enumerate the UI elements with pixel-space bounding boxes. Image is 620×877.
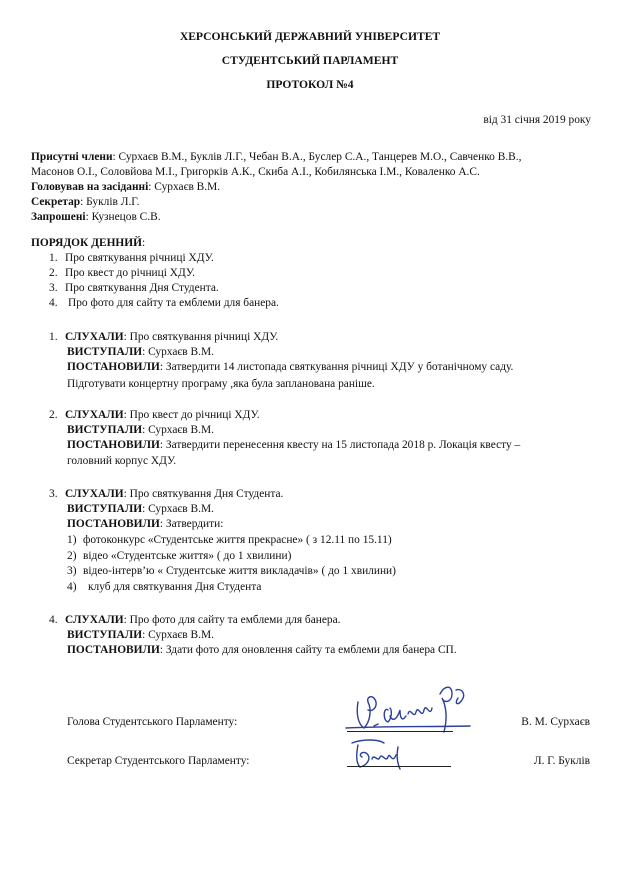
section-resolved <box>67 438 520 454</box>
heard-label: СЛУХАЛИ <box>65 409 124 421</box>
section-spoke <box>67 502 214 518</box>
head-title: Голова Студентського Парламенту: <box>67 716 238 728</box>
section-number: 4. <box>49 614 58 626</box>
agenda-item-number: 4. <box>49 297 58 309</box>
secretary-name: Л. Г. Буклів <box>533 755 590 767</box>
chair-line <box>31 180 220 196</box>
section-spoke <box>67 628 214 644</box>
university-title: ХЕРСОНСЬКИЙ ДЕРЖАВНИЙ УНІВЕРСИТЕТ <box>179 30 441 43</box>
agenda-item-number: 2. <box>49 267 58 279</box>
present-list-line2: Масонов О.І., Соловйова М.І., Григорків А.К., Скиба А.І., Кобилянська І.М., Коваленко А.С. <box>31 166 480 178</box>
secretary-signature-line <box>347 766 451 767</box>
agenda-title: ПОРЯДОК ДЕННИЙ <box>31 237 143 249</box>
spoke-text: : Сурхаєв В.М. <box>142 424 214 436</box>
spoke-text: : Сурхаєв В.М. <box>142 629 214 641</box>
agenda-item <box>49 266 195 282</box>
list-item <box>67 564 396 580</box>
section-number: 1. <box>49 331 58 343</box>
protocol-date: від 31 січня 2019 року <box>483 114 591 126</box>
agenda-item-number: 3. <box>49 282 58 294</box>
heard-label: СЛУХАЛИ <box>65 614 124 626</box>
subitem-number: 2) <box>67 550 77 562</box>
subitem-text: відео-інтерв’ю « Студентське життя викладачів» ( до 1 хвилини) <box>83 565 396 577</box>
agenda-item-number: 1. <box>49 252 58 264</box>
present-list-line1: : Сурхаєв В.М., Буклів Л.Г., Чебан В.А., Буслер С.А., Танцерев М.О., Савченко В.В., <box>112 151 522 163</box>
resolved-text: : Затвердити 14 листопада святкування річниці ХДУ у ботанічному саду. <box>159 361 514 373</box>
resolved-continuation: Підготувати концертну програму ,яка була запланована раніше. <box>67 378 375 390</box>
present-members <box>31 150 521 166</box>
heard-text: : Про святкування річниці ХДУ. <box>123 331 279 343</box>
resolved-text: : Здати фото для оновлення сайту та емблеми для банера СП. <box>159 644 457 656</box>
agenda-item-text: Про фото для сайту та емблеми для банера. <box>68 297 279 309</box>
section-resolved <box>67 360 513 376</box>
section-spoke <box>67 345 214 361</box>
chair-label: Головував на засіданні <box>31 181 149 193</box>
resolved-label: ПОСТАНОВИЛИ <box>67 518 160 530</box>
subitem-text: відео «Студентське життя» ( до 1 хвилини) <box>83 550 292 562</box>
subitem-number: 4) <box>67 581 77 593</box>
resolved-label: ПОСТАНОВИЛИ <box>67 644 160 656</box>
list-item <box>67 549 291 565</box>
invited-line <box>31 210 161 226</box>
section-heard <box>49 408 260 424</box>
subitem-text: фотоконкурс «Студентське життя прекрасне» ( з 12.11 по 15.11) <box>83 534 392 546</box>
heard-text: : Про святкування Дня Студента. <box>123 488 284 500</box>
resolved-text: : Затвердити: <box>159 518 224 530</box>
resolved-label: ПОСТАНОВИЛИ <box>67 439 160 451</box>
heard-label: СЛУХАЛИ <box>65 488 124 500</box>
section-heard <box>49 613 341 629</box>
spoke-label: ВИСТУПАЛИ <box>67 346 143 358</box>
agenda-colon: : <box>142 237 146 249</box>
heard-label: СЛУХАЛИ <box>65 331 124 343</box>
agenda-heading <box>31 236 145 252</box>
list-item <box>67 533 392 549</box>
heard-text: : Про фото для сайту та емблеми для банера. <box>123 614 341 626</box>
section-heard <box>49 330 278 346</box>
protocol-title: ПРОТОКОЛ №4 <box>266 78 354 91</box>
subitem-text: клуб для святкування Дня Студента <box>88 581 262 593</box>
section-spoke <box>67 423 214 439</box>
spoke-label: ВИСТУПАЛИ <box>67 424 143 436</box>
secretary-line <box>31 195 139 211</box>
subitem-number: 1) <box>67 534 77 546</box>
spoke-label: ВИСТУПАЛИ <box>67 629 143 641</box>
heard-text: : Про квест до річниці ХДУ. <box>123 409 260 421</box>
chair-value: : Сурхаєв В.М. <box>148 181 221 193</box>
secretary-title: Секретар Студентського Парламенту: <box>67 755 250 767</box>
parliament-title: СТУДЕНТСЬКИЙ ПАРЛАМЕНТ <box>221 54 399 67</box>
section-resolved <box>67 517 223 533</box>
agenda-item <box>49 296 279 312</box>
spoke-text: : Сурхаєв В.М. <box>142 346 214 358</box>
head-signature-line <box>347 731 453 732</box>
agenda-item <box>49 251 214 267</box>
subitem-number: 3) <box>67 565 77 577</box>
agenda-item-text: Про святкування Дня Студента. <box>65 282 219 294</box>
spoke-text: : Сурхаєв В.М. <box>142 503 214 515</box>
section-heard <box>49 487 283 503</box>
agenda-item <box>49 281 219 297</box>
resolved-label: ПОСТАНОВИЛИ <box>67 361 160 373</box>
section-number: 3. <box>49 488 58 500</box>
section-resolved <box>67 643 457 659</box>
invited-value: : Кузнецов С.В. <box>85 211 161 223</box>
section-number: 2. <box>49 409 58 421</box>
secretary-label: Секретар <box>31 196 81 208</box>
invited-label: Запрошені <box>31 211 86 223</box>
agenda-item-text: Про квест до річниці ХДУ. <box>65 267 195 279</box>
secretary-signature <box>344 735 434 775</box>
head-name: В. М. Сурхаєв <box>521 716 590 728</box>
secretary-value: : Буклів Л.Г. <box>80 196 140 208</box>
head-signature <box>344 680 474 735</box>
agenda-item-text: Про святкування річниці ХДУ. <box>65 252 214 264</box>
list-item <box>67 580 261 596</box>
spoke-label: ВИСТУПАЛИ <box>67 503 143 515</box>
present-label: Присутні члени <box>31 151 113 163</box>
resolved-continuation: головний корпус ХДУ. <box>67 455 177 467</box>
resolved-text: : Затвердити перенесення квесту на 15 листопада 2018 р. Локація квесту – <box>159 439 521 451</box>
